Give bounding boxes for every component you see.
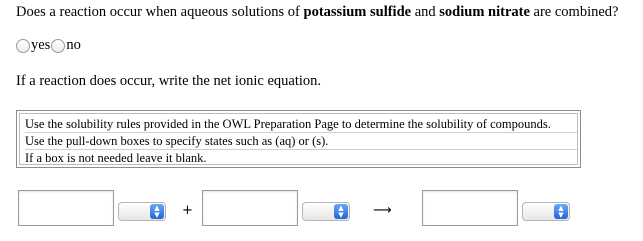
reactant1-input[interactable] bbox=[18, 190, 114, 226]
reactant2-input[interactable] bbox=[202, 190, 298, 226]
product-state-select[interactable] bbox=[522, 202, 570, 221]
question-part1: Does a reaction occur when aqueous solutions of bbox=[16, 4, 304, 20]
hint-line-3: If a box is not needed leave it blank. bbox=[25, 149, 577, 166]
product-input[interactable] bbox=[422, 190, 518, 226]
chevron-up-down-icon: ▲ ▼ bbox=[334, 204, 348, 219]
radio-no[interactable] bbox=[51, 39, 65, 53]
equation-row bbox=[0, 190, 643, 230]
chevron-up-down-icon: ▲ ▼ bbox=[554, 204, 568, 219]
reactant1-name: potassium sulfide bbox=[303, 4, 412, 20]
radio-no-label[interactable]: no bbox=[66, 37, 81, 53]
plus-sign: + bbox=[182, 203, 193, 218]
question-part3: are combined? bbox=[529, 4, 619, 20]
radio-yes[interactable] bbox=[16, 39, 30, 53]
reactant2-name: sodium nitrate bbox=[439, 4, 530, 20]
hint-box bbox=[16, 110, 581, 168]
question-text bbox=[16, 4, 618, 21]
instruction-text: If a reaction does occur, write the net ionic equation. bbox=[16, 73, 322, 89]
chevron-up-down-icon: ▲ ▼ bbox=[150, 204, 164, 219]
hint-line-1: Use the solubility rules provided in the OWL Preparation Page to determine the solubility of compounds. bbox=[25, 117, 551, 131]
hint-box-inner bbox=[19, 113, 578, 165]
radio-yes-label[interactable]: yes bbox=[31, 37, 51, 53]
hint-line-2: Use the pull-down boxes to specify states such as (aq) or (s). bbox=[25, 132, 577, 149]
reaction-arrow: ⟶ bbox=[373, 203, 392, 218]
reactant2-state-select[interactable] bbox=[302, 202, 350, 221]
question-part2: and bbox=[411, 4, 440, 20]
reactant1-state-select[interactable] bbox=[118, 202, 166, 221]
reaction-choice-group bbox=[16, 37, 82, 54]
